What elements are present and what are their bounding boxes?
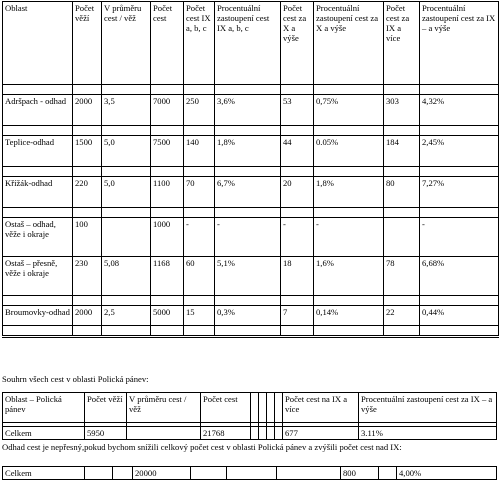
table-cell: 5,1% xyxy=(215,257,281,296)
table-cell: - xyxy=(184,218,215,257)
table-cell xyxy=(227,467,277,480)
table-cell: 0,3% xyxy=(215,306,281,326)
estimate-table xyxy=(2,466,497,480)
empty-cell xyxy=(259,427,267,440)
table-cell: 1,6% xyxy=(314,257,384,296)
table-cell: 5950 xyxy=(85,427,127,440)
table-cell xyxy=(384,218,420,257)
empty-cell xyxy=(267,427,275,440)
table-cell: 20000 xyxy=(133,467,191,480)
table-cell: - xyxy=(215,218,281,257)
header-cell: Procentuální zastoupení cest za IX – a výše xyxy=(359,393,497,423)
empty-cell xyxy=(251,427,259,440)
note-text: Odhad cest je nepřesný,pokud bychom snížili celkový počet cest v oblasti Polická pánev a zvýšili počet cest nad IX: xyxy=(2,442,402,452)
header-cell: Počet cest xyxy=(201,393,251,423)
spacer-row xyxy=(3,326,499,337)
table-row xyxy=(3,136,499,167)
header-cell: Počet cest xyxy=(151,2,184,85)
table-cell: 2000 xyxy=(73,306,102,326)
table-cell: 4,32% xyxy=(420,95,499,126)
header-cell: Oblast xyxy=(3,2,73,85)
table-cell: 18 xyxy=(281,257,314,296)
table-cell: 0.05% xyxy=(314,136,384,167)
table-row xyxy=(3,306,499,326)
table-cell: 5000 xyxy=(151,306,184,326)
table-cell: 7000 xyxy=(151,95,184,126)
table-cell: 1000 xyxy=(151,218,184,257)
table-cell: 6,7% xyxy=(215,177,281,208)
climbing-routes-table xyxy=(2,1,499,338)
table-cell: Ostaš – odhad, věže i okraje xyxy=(3,218,73,257)
table-cell: 100 xyxy=(73,218,102,257)
spacer-row xyxy=(3,296,499,306)
header-cell: Počet cest za IX a více xyxy=(384,2,420,85)
table-cell: - xyxy=(314,218,384,257)
header-cell: Procentuální zastoupení cest IX a, b, c xyxy=(215,2,281,85)
table-row xyxy=(3,257,499,296)
table-cell: 5,0 xyxy=(102,177,151,208)
estimate-row xyxy=(3,467,497,480)
summary-table xyxy=(2,392,497,440)
table-cell: 7,27% xyxy=(420,177,499,208)
table-cell: 2000 xyxy=(73,95,102,126)
table-cell: 250 xyxy=(184,95,215,126)
table-cell: 220 xyxy=(73,177,102,208)
table-cell: 7500 xyxy=(151,136,184,167)
table-cell xyxy=(85,467,113,480)
table-cell: 800 xyxy=(341,467,379,480)
summary-header-row xyxy=(3,393,497,423)
table-cell: 1,8% xyxy=(215,136,281,167)
table-cell: 2,45% xyxy=(420,136,499,167)
table-cell: Celkem xyxy=(3,467,85,480)
table-cell: - xyxy=(420,218,499,257)
empty-cell xyxy=(251,393,259,423)
table-cell: 2,5 xyxy=(102,306,151,326)
header-cell: Počet věží xyxy=(85,393,127,423)
spacer-row xyxy=(3,85,499,95)
table-cell: Celkem xyxy=(3,427,85,440)
table-cell: 20 xyxy=(281,177,314,208)
table-cell: 5,08 xyxy=(102,257,151,296)
table-cell: 21768 xyxy=(201,427,251,440)
table-cell: 0,44% xyxy=(420,306,499,326)
table-cell xyxy=(277,467,341,480)
header-cell: Počet cest IX a, b, c xyxy=(184,2,215,85)
table-cell: Broumovky-odhad xyxy=(3,306,73,326)
table-cell: Teplice-odhad xyxy=(3,136,73,167)
table-row xyxy=(3,177,499,208)
table-cell xyxy=(379,467,397,480)
table-cell xyxy=(102,218,151,257)
table-cell: 22 xyxy=(384,306,420,326)
empty-cell xyxy=(275,393,283,423)
table-cell: 53 xyxy=(281,95,314,126)
header-cell: Oblast – Polická pánev xyxy=(3,393,85,423)
header-row xyxy=(3,2,499,85)
table-cell: 4,00% xyxy=(397,467,497,480)
table-cell: 15 xyxy=(184,306,215,326)
table-cell: 3.11% xyxy=(359,427,497,440)
summary-total-row xyxy=(3,427,497,440)
spacer-row xyxy=(3,126,499,136)
table-cell: 1500 xyxy=(73,136,102,167)
table-cell: 140 xyxy=(184,136,215,167)
table-cell: 6,68% xyxy=(420,257,499,296)
table-cell: 184 xyxy=(384,136,420,167)
header-cell: Počet cest za X a výše xyxy=(281,2,314,85)
table-cell: 0,14% xyxy=(314,306,384,326)
table-cell: 44 xyxy=(281,136,314,167)
header-cell: V průměru cest / věž xyxy=(102,2,151,85)
empty-cell xyxy=(275,427,283,440)
table-cell: 1,8% xyxy=(314,177,384,208)
table-cell: 1100 xyxy=(151,177,184,208)
table-cell: 7 xyxy=(281,306,314,326)
header-cell: V průměru cest / věž xyxy=(127,393,201,423)
table-cell: 230 xyxy=(73,257,102,296)
table-cell xyxy=(127,427,201,440)
table-cell: 303 xyxy=(384,95,420,126)
header-cell: Procentuální zastoupení cest za X a výše xyxy=(314,2,384,85)
table-cell xyxy=(191,467,227,480)
table-cell xyxy=(113,467,133,480)
table-cell: 3,5 xyxy=(102,95,151,126)
table-cell: - xyxy=(281,218,314,257)
table-cell: 1168 xyxy=(151,257,184,296)
table-cell: 70 xyxy=(184,177,215,208)
table-cell: 3,6% xyxy=(215,95,281,126)
table-row xyxy=(3,218,499,257)
summary-caption: Souhrn všech cest v oblasti Polická pánev: xyxy=(2,374,149,384)
table-cell: 78 xyxy=(384,257,420,296)
header-cell: Procentuální zastoupení cest za IX – a výše xyxy=(420,2,499,85)
table-cell: Ostaš – přesně, věže i okraje xyxy=(3,257,73,296)
header-cell: Počet cest na IX a více xyxy=(283,393,359,423)
header-cell: Počet věží xyxy=(73,2,102,85)
table-cell: Křížák-odhad xyxy=(3,177,73,208)
table-row xyxy=(3,95,499,126)
table-cell: 677 xyxy=(283,427,359,440)
spacer-row xyxy=(3,208,499,218)
spacer-row xyxy=(3,167,499,177)
table-cell: 5,0 xyxy=(102,136,151,167)
empty-cell xyxy=(259,393,267,423)
table-cell: 60 xyxy=(184,257,215,296)
table-cell: Adršpach - odhad xyxy=(3,95,73,126)
table-cell: 80 xyxy=(384,177,420,208)
empty-cell xyxy=(267,393,275,423)
table-cell: 0,75% xyxy=(314,95,384,126)
